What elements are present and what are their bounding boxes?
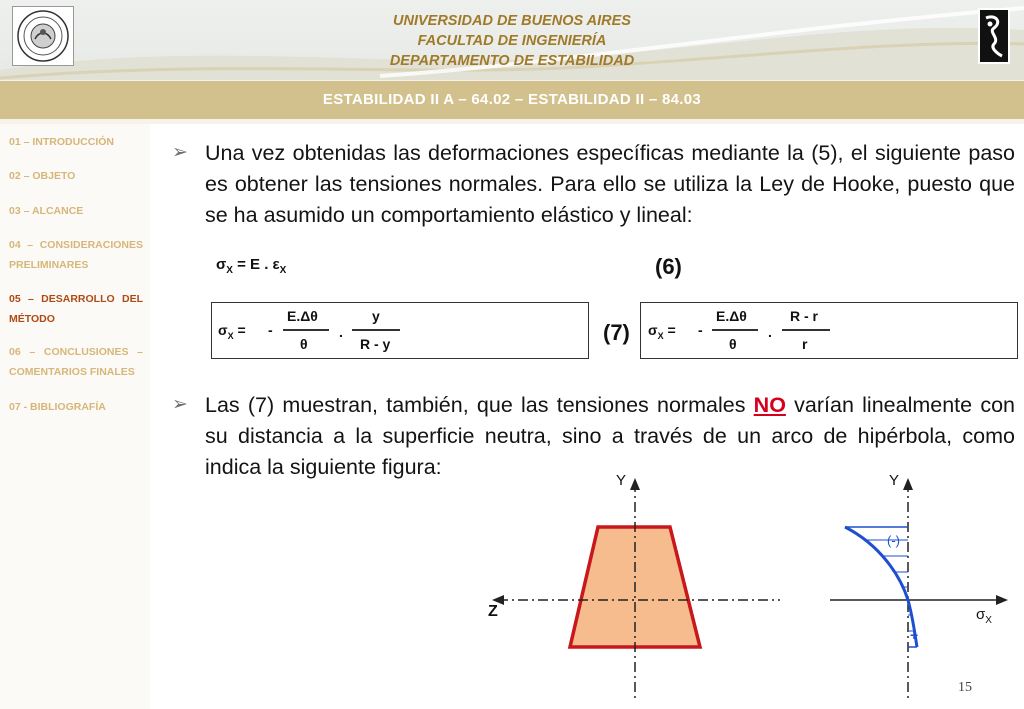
university-seal-icon (12, 6, 74, 66)
faculty-logo-icon (978, 8, 1010, 64)
eq7-right-num2: R - r (790, 308, 818, 324)
eq7-right-den1: θ (729, 336, 737, 352)
eq7-left-den1: θ (300, 336, 308, 352)
eq7-right-num1: E.Δθ (716, 308, 747, 324)
university-name: UNIVERSIDAD DE BUENOS AIRES (393, 13, 631, 29)
equation-7-right-box (640, 302, 1018, 359)
fig-right-sigma-label: $\sigma_X$ (976, 606, 992, 626)
bullet-arrow-icon: ➢ (172, 142, 188, 163)
sidebar-item-bibliografia[interactable]: 07 - BIBLIOGRAFÍA (9, 401, 106, 413)
eq7-left-minus: - (268, 322, 273, 338)
institution-title (300, 11, 724, 71)
y-axis-arrow-icon (630, 478, 640, 490)
course-title: ESTABILIDAD II A – 64.02 – ESTABILIDAD II – 84.03 (322, 91, 702, 108)
eq7-right-lhs: $\sigma_X$ = (648, 322, 676, 341)
eq7-left-lhs: $\sigma_X$ = (218, 322, 246, 341)
header (0, 0, 1024, 80)
eq7-left-num2: y (372, 308, 380, 324)
eq7-left-fraction-bar-2 (352, 329, 400, 331)
highlight-no: NO (753, 393, 786, 417)
sigma-axis-arrow-icon (996, 595, 1008, 605)
paragraph-hooke: Una vez obtenidas las deformaciones específicas mediante la (5), el siguiente paso es obtener las tensiones normales. Para ello se utiliza la Ley de Hooke, puesto que se ha asumido un comportamiento elástico y lineal: (205, 141, 1015, 227)
eq7-right-fraction-bar-2 (782, 329, 830, 331)
sidebar-item-objeto[interactable]: 02 – OBJETO (9, 170, 76, 182)
y-axis-arrow-icon (903, 478, 913, 490)
fig-right-y-label: Y (889, 472, 900, 489)
eq7-left-num1: E.Δθ (287, 308, 318, 324)
department-name: DEPARTAMENTO DE ESTABILIDAD (389, 53, 635, 69)
fig-right-negative-label: (-) (887, 533, 900, 548)
eq7-left-den2: R - y (360, 336, 391, 352)
eq7-right-den2: r (802, 336, 808, 352)
sidebar-item-consideraciones[interactable]: 04 – CONSIDERACIONES PRELIMINARES (9, 239, 143, 271)
equation-6-label: (6) (655, 254, 682, 279)
eq7-right-fraction-bar-1 (712, 329, 758, 331)
paragraph-hyperbola: Las (7) muestran, también, que las tensiones normales NO varían linealmente con su distancia a la superficie neutra, sino a través de un arco de hipérbola, como indica la siguiente figura: (205, 393, 1015, 479)
fig-left-z-label: Z (488, 603, 498, 620)
eq7-right-minus: - (698, 322, 703, 338)
sidebar-item-conclusiones[interactable]: 06 – CONCLUSIONES – COMENTARIOS FINALES (9, 346, 143, 378)
sidebar-item-alcance[interactable]: 03 – ALCANCE (9, 205, 84, 217)
fig-left-y-label: Y (616, 472, 627, 489)
page-number: 15 (958, 680, 972, 695)
stress-distribution-figure (820, 470, 1020, 705)
sidebar-item-desarrollo[interactable]: 05 – DESARROLLO DEL MÉTODO (9, 293, 143, 325)
course-title-band (0, 81, 1024, 119)
equation-7-label: (7) (603, 320, 630, 345)
eq7-left-fraction-bar-1 (283, 329, 329, 331)
equation-6: $\sigma_X = E$ . $\varepsilon_X$ (216, 256, 287, 276)
cross-section-figure (480, 470, 800, 705)
fig-right-positive-label: + (910, 627, 919, 643)
eq7-right-dot: . (768, 324, 772, 340)
bullet-arrow-icon: ➢ (172, 394, 188, 415)
faculty-name: FACULTAD DE INGENIERÍA (417, 33, 607, 49)
sidebar-item-introduccion[interactable]: 01 – INTRODUCCIÓN (9, 136, 115, 148)
eq7-left-dot: . (339, 324, 343, 340)
